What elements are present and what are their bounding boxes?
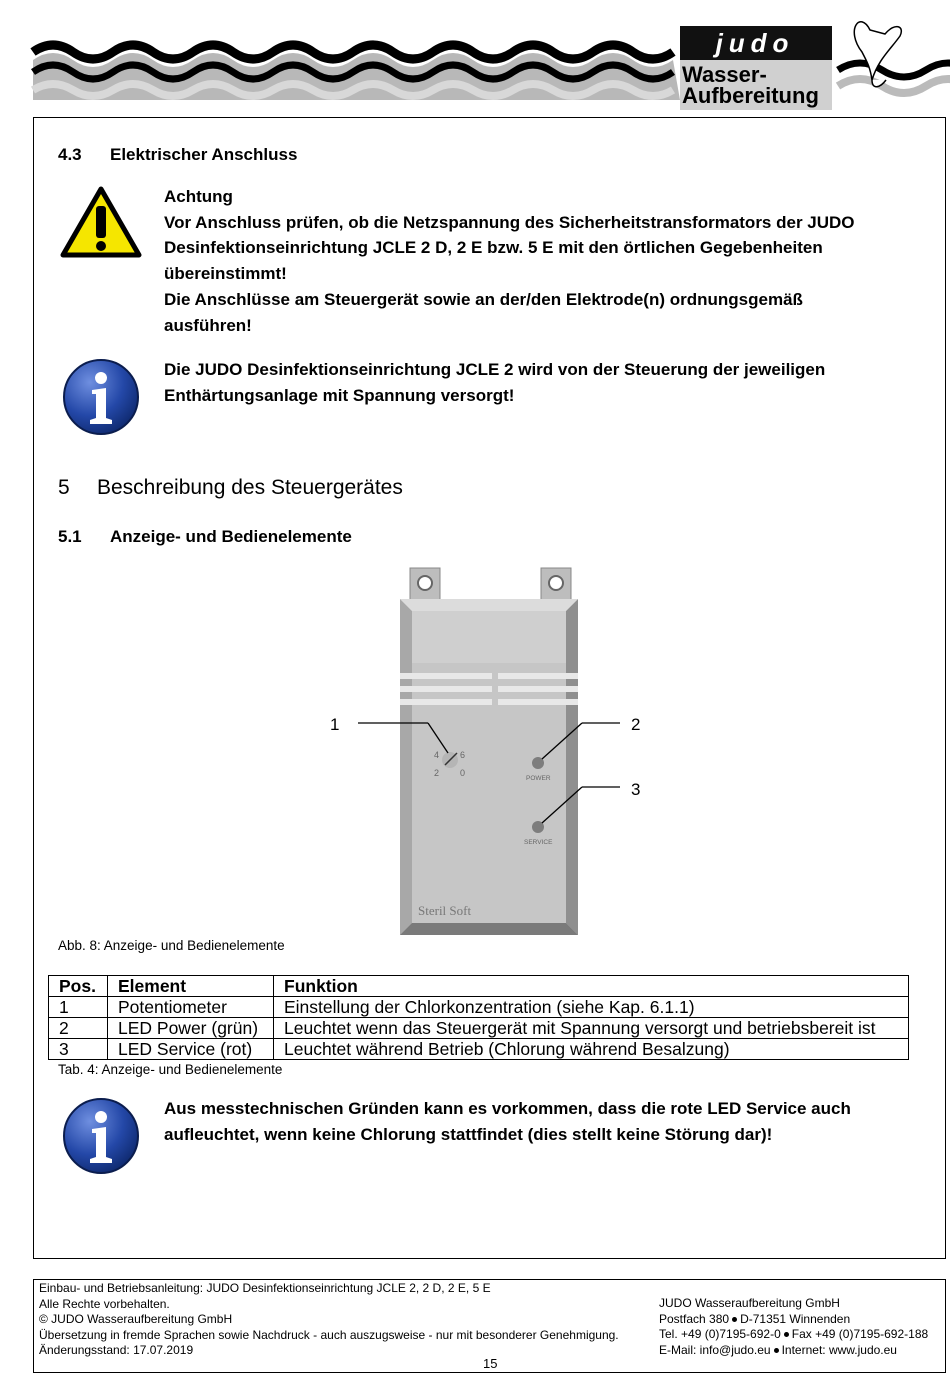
page-number: 15 [483,1356,498,1371]
footer-email: E-Mail: info@judo.eu [659,1342,771,1357]
table-cell: LED Power (grün) [108,1018,274,1039]
section-number: 4.3 [58,145,82,164]
footer-left [39,1281,659,1359]
footer-company: JUDO Wasseraufbereitung GmbH [659,1296,840,1310]
footer-postfach: Postfach 380 [659,1311,730,1326]
info-icon [62,1097,140,1175]
footer-line: © JUDO Wasseraufbereitung GmbH [39,1312,233,1326]
table-header: Funktion [274,976,909,997]
section-title: Anzeige- und Bedienelemente [110,527,352,546]
warning-triangle-icon [60,186,142,258]
info-block-2 [164,1096,924,1147]
warning-block [164,184,904,338]
dial-label: 4 [434,750,440,760]
bullet-icon [774,1348,779,1353]
bullet-icon [732,1317,737,1322]
info-icon [62,358,140,436]
logo-line2: Aufbereitung [682,83,819,108]
section-number: 5.1 [58,527,82,546]
table-cell: 3 [49,1039,108,1060]
table-cell: Potentiometer [108,997,274,1018]
table-row [49,997,909,1018]
info-line: Aus messtechnischen Gründen kann es vorkommen, dass die rote LED Service auch [164,1099,851,1118]
section-number: 5 [58,476,70,499]
table-caption: Tab. 4: Anzeige- und Bedienelemente [58,1062,283,1077]
table-cell: 2 [49,1018,108,1039]
warning-line: Desinfektionseinrichtung JCLE 2 D, 2 E bzw. 5 E mit den örtlichen Gegebenheiten [164,238,823,258]
table-header: Element [108,976,274,997]
dial-label: 6 [460,750,466,760]
section-4-3-heading [58,145,298,165]
info-line: Die JUDO Desinfektionseinrichtung JCLE 2 wird von der Steuerung der jeweiligen [164,360,826,379]
table-header-row [49,976,909,997]
footer-tel: Tel. +49 (0)7195-692-0 [659,1327,781,1341]
footer-line: Alle Rechte vorbehalten. [39,1296,170,1311]
power-label: POWER [526,775,551,782]
warning-line: Die Anschlüsse am Steuergerät sowie an der/den Elektrode(n) ordnungsgemäß [164,289,803,309]
logo-text [682,64,819,106]
dial-label: 2 [434,768,440,778]
info-block-1 [164,357,904,408]
table-header: Pos. [49,976,108,997]
table-cell: 1 [49,997,108,1018]
bullet-icon [784,1332,789,1337]
table-row [49,1018,909,1039]
section-title: Beschreibung des Steuergerätes [97,476,403,499]
table-cell: LED Service (rot) [108,1039,274,1060]
callout-1: 1 [330,715,340,734]
footer-contact [659,1343,943,1359]
device-brand: Steril Soft [418,903,472,918]
brand-logo [690,28,820,58]
callout-3: 3 [631,780,641,799]
footer-line: Übersetzung in fremde Sprachen sowie Nachdruck - auch auszugsweise - nur mit besonderer Genehmigung. [39,1327,619,1342]
info-line: aufleuchtet, wenn keine Chlorung stattfindet (dies stellt keine Störung dar)! [164,1124,773,1144]
section-title: Elektrischer Anschluss [110,145,298,164]
warning-line: ausführen! [164,315,252,335]
figure-caption: Abb. 8: Anzeige- und Bedienelemente [58,938,285,953]
warning-heading: Achtung [164,187,233,206]
footer-address [659,1312,943,1328]
table-row [49,1039,909,1060]
brand-wordmark: judo [715,28,795,58]
footer-web: Internet: www.judo.eu [781,1342,897,1357]
table-cell: Leuchtet wenn das Steuergerät mit Spannung versorgt und betriebsbereit ist [274,1018,909,1039]
device-figure [320,565,670,940]
table-cell: Einstellung der Chlorkonzentration (siehe Kap. 6.1.1) [274,997,909,1018]
table-cell: Leuchtet während Betrieb (Chlorung während Besalzung) [274,1039,909,1060]
section-5-1-heading [58,527,558,547]
warning-line: Vor Anschluss prüfen, ob die Netzspannung des Sicherheitstransformators der JUDO [164,212,855,232]
footer-fax: Fax +49 (0)7195-692-188 [791,1327,929,1341]
footer-city: D-71351 Winnenden [740,1311,851,1326]
section-5-heading [58,476,658,500]
footer-line: Einbau- und Betriebsanleitung: JUDO Desinfektionseinrichtung JCLE 2, 2 D, 2 E, 5 E [39,1281,491,1295]
info-line: Enthärtungsanlage mit Spannung versorgt! [164,385,515,405]
service-label: SERVICE [524,839,553,846]
callout-2: 2 [631,715,641,734]
footer-line: Änderungsstand: 17.07.2019 [39,1343,194,1357]
footer-right [659,1296,943,1358]
footer-phone [659,1327,943,1343]
logo-line1: Wasser- [682,62,767,87]
dial-label: 0 [460,768,466,778]
element-table [48,975,909,1060]
warning-line: übereinstimmt! [164,264,287,284]
